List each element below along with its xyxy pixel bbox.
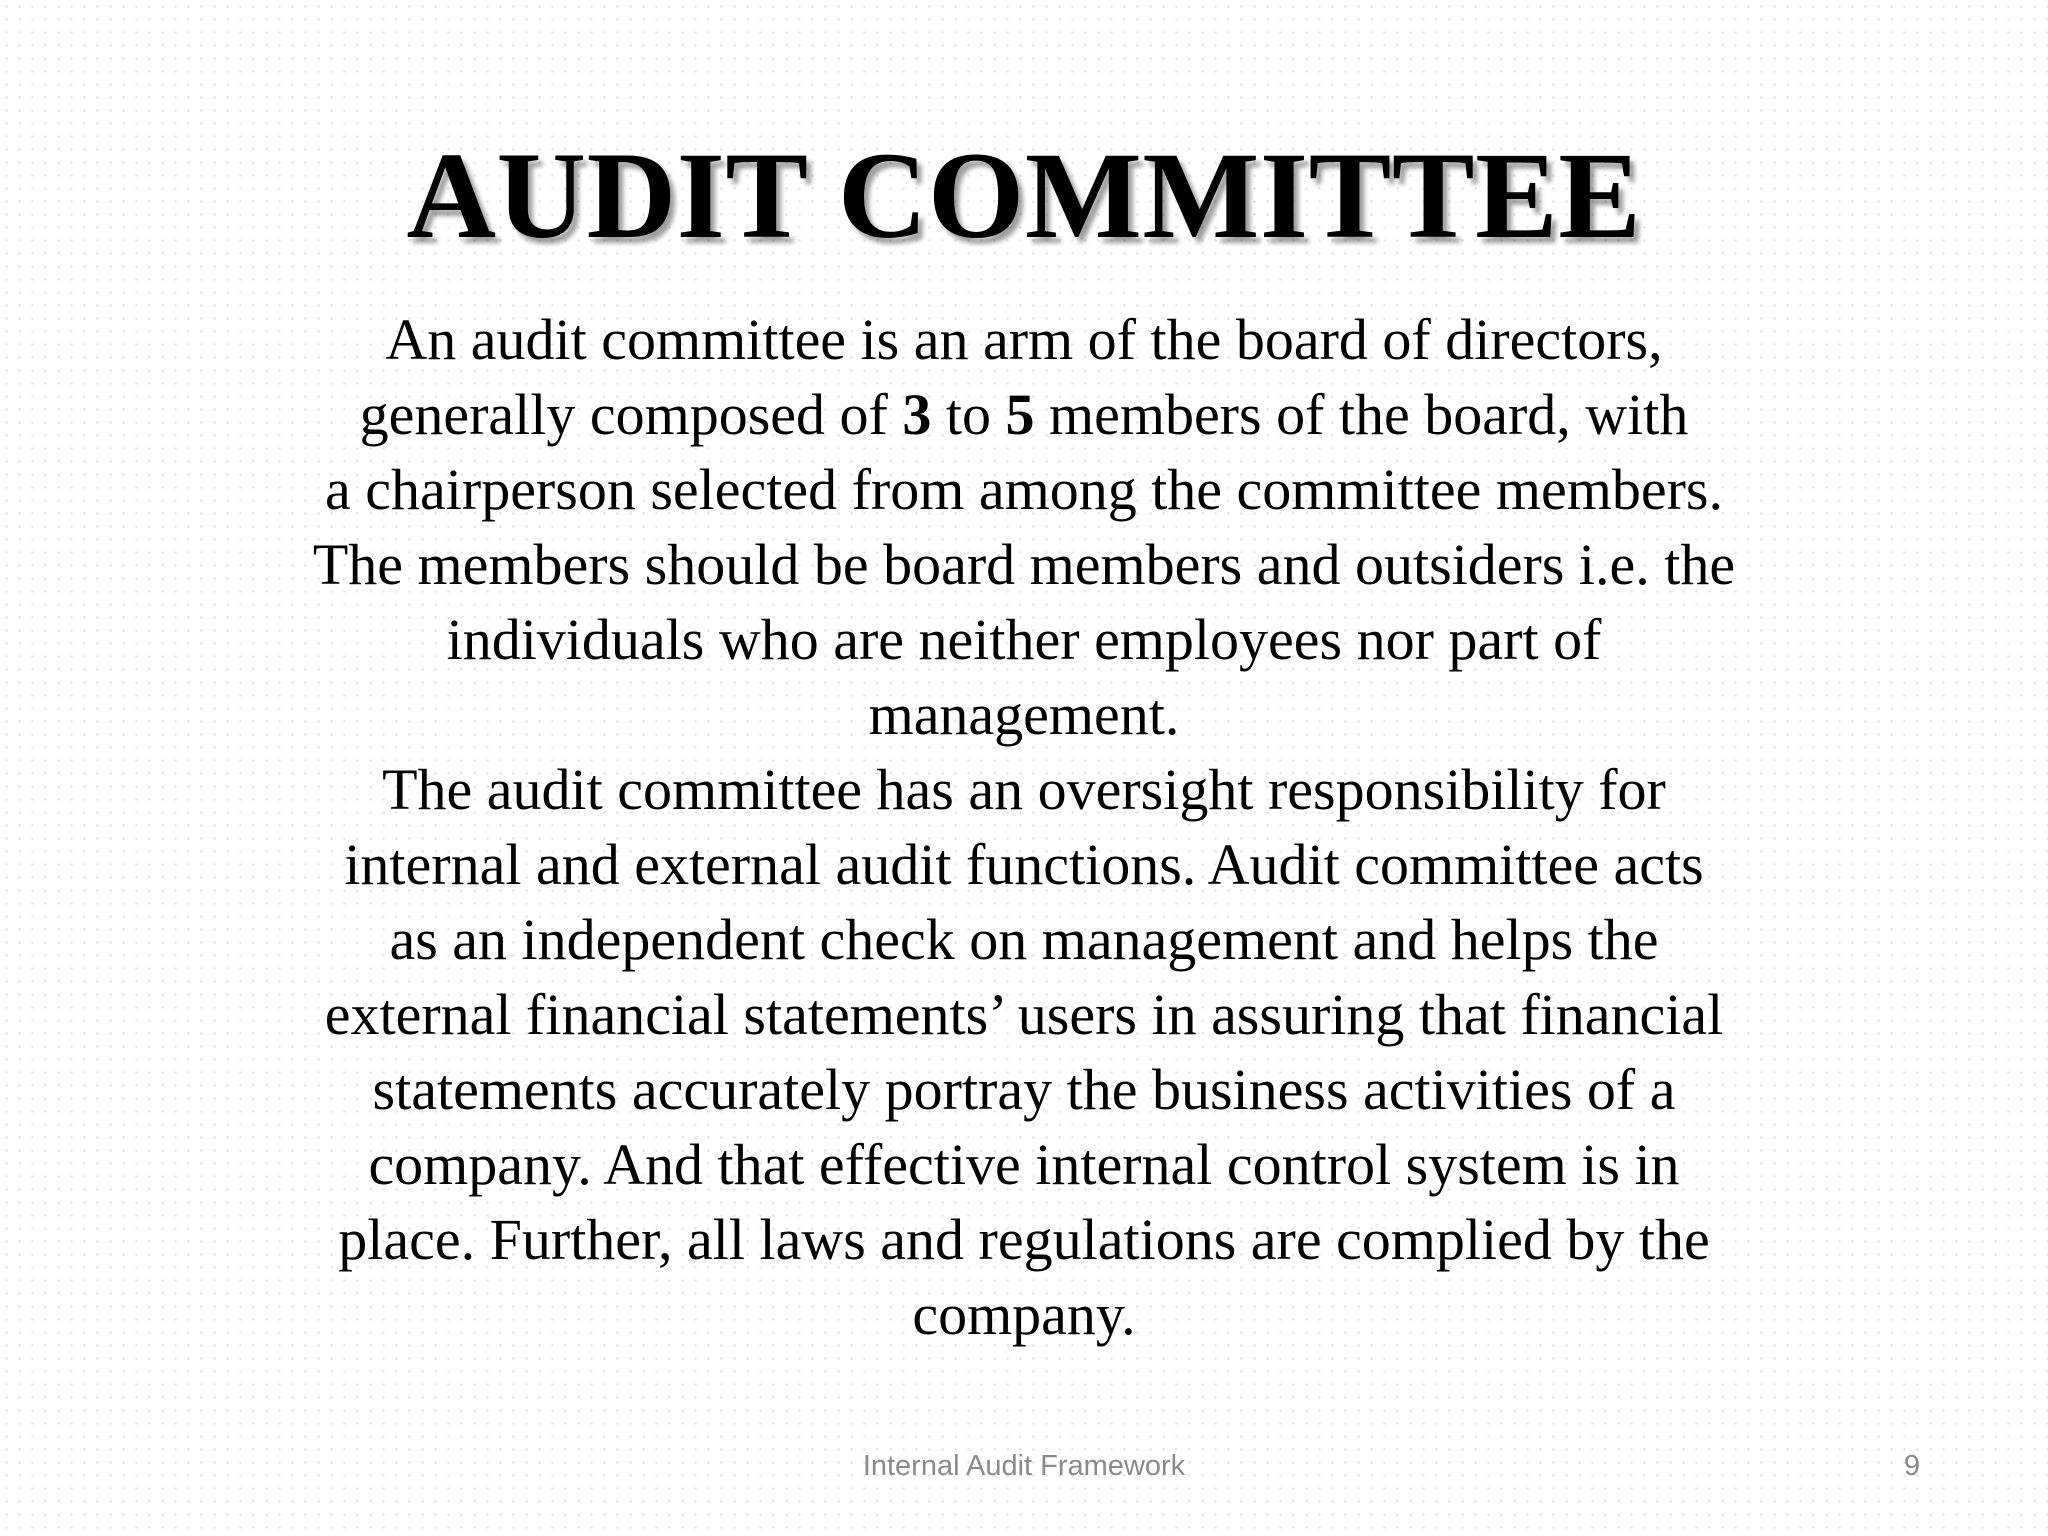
body-line: as an independent check on management and helps the [389,907,1659,972]
body-text-segment: to [931,382,1006,447]
body-line: individuals who are neither employees nor part of [446,607,1602,672]
page-number: 9 [1903,1450,1920,1482]
body-line: internal and external audit functions. Audit committee acts [344,832,1704,897]
body-line [180,377,1868,452]
body-text-segment: members of the board, with [1034,382,1689,447]
body-line: place. Further, all laws and regulations are complied by the [338,1207,1710,1272]
body-line: An audit committee is an arm of the board of directors, [385,307,1663,372]
body-line: statements accurately portray the business activities of a [372,1057,1676,1122]
body-line: company. [912,1282,1136,1347]
slide-title: AUDIT COMMITTEE [406,127,1642,264]
body-line: The audit committee has an oversight responsibility for [382,757,1666,822]
member-count-min: 3 [902,382,932,447]
slide-footer: Internal Audit Framework [862,1450,1186,1482]
member-count-max: 5 [1005,382,1035,447]
body-line: The members should be board members and outsiders i.e. the [312,532,1736,597]
slide-body [180,302,1868,1352]
body-text-segment: generally composed of [359,382,903,447]
body-line: a chairperson selected from among the committee members. [325,457,1723,522]
body-line: external financial statements’ users in assuring that financial [324,982,1724,1047]
body-line: company. And that effective internal control system is in [368,1132,1680,1197]
body-line: management. [868,682,1180,747]
